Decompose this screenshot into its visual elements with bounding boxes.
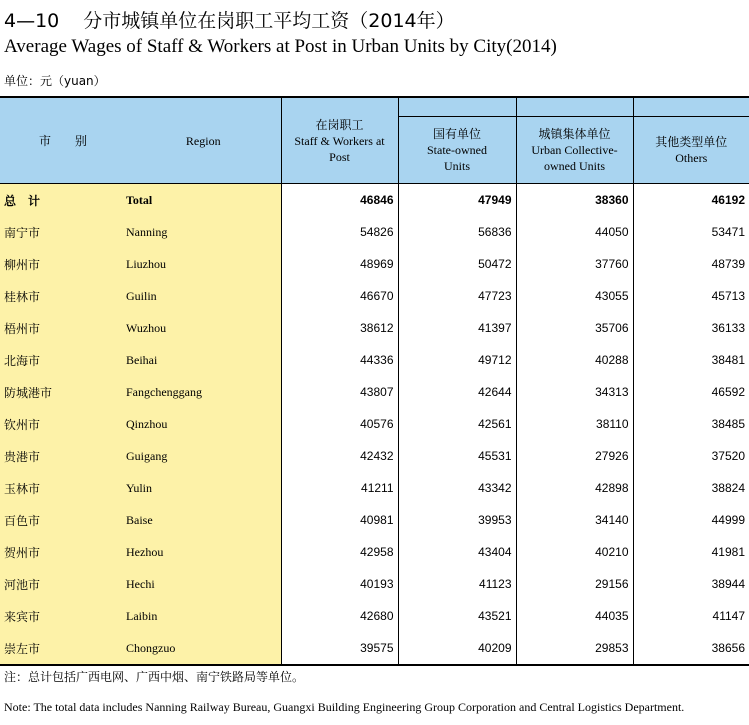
region-cell: Guigang xyxy=(126,440,281,472)
collective-value: 43055 xyxy=(516,280,633,312)
city-cell: 崇左市 xyxy=(0,632,126,665)
collective-value: 27926 xyxy=(516,440,633,472)
table-row xyxy=(0,408,749,440)
city-cell: 百色市 xyxy=(0,504,126,536)
header-staff xyxy=(281,97,398,184)
collective-value: 37760 xyxy=(516,248,633,280)
staff-value: 42432 xyxy=(281,440,398,472)
region-cell: Guilin xyxy=(126,280,281,312)
collective-value: 34313 xyxy=(516,376,633,408)
staff-value: 46670 xyxy=(281,280,398,312)
state-value: 45531 xyxy=(398,440,516,472)
region-cell: Baise xyxy=(126,504,281,536)
unit-label: 单位：元（yuan） xyxy=(4,74,106,88)
collective-value: 29156 xyxy=(516,568,633,600)
table-row xyxy=(0,312,749,344)
staff-value: 46846 xyxy=(281,184,398,217)
collective-value: 29853 xyxy=(516,632,633,665)
state-value: 50472 xyxy=(398,248,516,280)
city-cell: 玉林市 xyxy=(0,472,126,504)
state-value: 42644 xyxy=(398,376,516,408)
table-title-en: Average Wages of Staff & Workers at Post in Urban Units by City(2014) xyxy=(4,36,557,57)
header-collective-cn: 城镇集体单位 xyxy=(538,127,611,141)
table-row xyxy=(0,536,749,568)
header-state-en: State-owned Units xyxy=(427,143,487,173)
others-value: 53471 xyxy=(633,216,749,248)
staff-value: 48969 xyxy=(281,248,398,280)
city-cell: 河池市 xyxy=(0,568,126,600)
region-cell: Chongzuo xyxy=(126,632,281,665)
region-cell: Yulin xyxy=(126,472,281,504)
city-cell: 南宁市 xyxy=(0,216,126,248)
staff-value: 39575 xyxy=(281,632,398,665)
city-cell: 梧州市 xyxy=(0,312,126,344)
header-staff-en: Staff & Workers at Post xyxy=(294,133,385,164)
staff-value: 42958 xyxy=(281,536,398,568)
others-value: 38824 xyxy=(633,472,749,504)
state-value: 40209 xyxy=(398,632,516,665)
table-title-cn-text: 分市城镇单位在岗职工平均工资（2014年） xyxy=(83,10,455,32)
table-row xyxy=(0,280,749,312)
collective-value: 44050 xyxy=(516,216,633,248)
table-row xyxy=(0,504,749,536)
state-value: 39953 xyxy=(398,504,516,536)
table-title-cn xyxy=(4,6,455,33)
header-city: 市 别 xyxy=(0,97,126,184)
collective-value: 40210 xyxy=(516,536,633,568)
collective-value: 38110 xyxy=(516,408,633,440)
others-value: 45713 xyxy=(633,280,749,312)
collective-value: 34140 xyxy=(516,504,633,536)
table-row xyxy=(0,376,749,408)
header-others-cn: 其他类型单位 xyxy=(655,135,728,149)
header-collective-en: Urban Collective-owned Units xyxy=(531,143,618,173)
region-cell: Qinzhou xyxy=(126,408,281,440)
collective-value: 35706 xyxy=(516,312,633,344)
state-value: 47949 xyxy=(398,184,516,217)
wages-table xyxy=(0,96,749,666)
others-value: 38656 xyxy=(633,632,749,665)
table-row xyxy=(0,568,749,600)
header-spacer-1 xyxy=(398,97,516,117)
header-others xyxy=(633,117,749,184)
region-cell: Beihai xyxy=(126,344,281,376)
staff-value: 44336 xyxy=(281,344,398,376)
others-value: 41981 xyxy=(633,536,749,568)
table-row xyxy=(0,248,749,280)
state-value: 42561 xyxy=(398,408,516,440)
collective-value: 38360 xyxy=(516,184,633,217)
header-others-en: Others xyxy=(675,151,708,165)
staff-value: 42680 xyxy=(281,600,398,632)
region-cell: Wuzhou xyxy=(126,312,281,344)
table-body xyxy=(0,184,749,666)
table-row xyxy=(0,216,749,248)
region-cell: Hechi xyxy=(126,568,281,600)
collective-value: 44035 xyxy=(516,600,633,632)
note-en: Note: The total data includes Nanning Railway Bureau, Guangxi Building Engineering Group Corporation and Central Logistics Department. xyxy=(4,700,685,714)
table-row xyxy=(0,632,749,665)
state-value: 43342 xyxy=(398,472,516,504)
staff-value: 41211 xyxy=(281,472,398,504)
city-cell: 柳州市 xyxy=(0,248,126,280)
collective-value: 40288 xyxy=(516,344,633,376)
state-value: 41123 xyxy=(398,568,516,600)
others-value: 48739 xyxy=(633,248,749,280)
table-row xyxy=(0,472,749,504)
city-cell: 贵港市 xyxy=(0,440,126,472)
state-value: 43521 xyxy=(398,600,516,632)
city-cell: 北海市 xyxy=(0,344,126,376)
header-spacer-3 xyxy=(633,97,749,117)
state-value: 56836 xyxy=(398,216,516,248)
table-row xyxy=(0,344,749,376)
city-cell: 防城港市 xyxy=(0,376,126,408)
state-value: 41397 xyxy=(398,312,516,344)
staff-value: 40981 xyxy=(281,504,398,536)
others-value: 44999 xyxy=(633,504,749,536)
note-cn: 注：总计包括广西电网、广西中烟、南宁铁路局等单位。 xyxy=(4,670,305,684)
staff-value: 40193 xyxy=(281,568,398,600)
others-value: 38944 xyxy=(633,568,749,600)
region-cell: Liuzhou xyxy=(126,248,281,280)
header-collective xyxy=(516,117,633,184)
header-region: Region xyxy=(126,97,281,184)
city-cell: 总 计 xyxy=(0,184,126,217)
staff-value: 38612 xyxy=(281,312,398,344)
others-value: 46192 xyxy=(633,184,749,217)
table-row xyxy=(0,440,749,472)
staff-value: 40576 xyxy=(281,408,398,440)
header-spacer-2 xyxy=(516,97,633,117)
region-cell: Fangchenggang xyxy=(126,376,281,408)
table-row-total xyxy=(0,184,749,217)
table-number: 4—10 xyxy=(4,10,60,32)
region-cell: Laibin xyxy=(126,600,281,632)
staff-value: 54826 xyxy=(281,216,398,248)
others-value: 41147 xyxy=(633,600,749,632)
header-staff-cn: 在岗职工 xyxy=(315,117,364,132)
others-value: 36133 xyxy=(633,312,749,344)
others-value: 38481 xyxy=(633,344,749,376)
staff-value: 43807 xyxy=(281,376,398,408)
others-value: 46592 xyxy=(633,376,749,408)
city-cell: 贺州市 xyxy=(0,536,126,568)
city-cell: 钦州市 xyxy=(0,408,126,440)
table-row xyxy=(0,600,749,632)
collective-value: 42898 xyxy=(516,472,633,504)
city-cell: 来宾市 xyxy=(0,600,126,632)
city-cell: 桂林市 xyxy=(0,280,126,312)
state-value: 47723 xyxy=(398,280,516,312)
region-cell: Total xyxy=(126,184,281,217)
state-value: 43404 xyxy=(398,536,516,568)
others-value: 37520 xyxy=(633,440,749,472)
region-cell: Nanning xyxy=(126,216,281,248)
state-value: 49712 xyxy=(398,344,516,376)
region-cell: Hezhou xyxy=(126,536,281,568)
header-state-cn: 国有单位 xyxy=(432,127,481,141)
header-state xyxy=(398,117,516,184)
others-value: 38485 xyxy=(633,408,749,440)
